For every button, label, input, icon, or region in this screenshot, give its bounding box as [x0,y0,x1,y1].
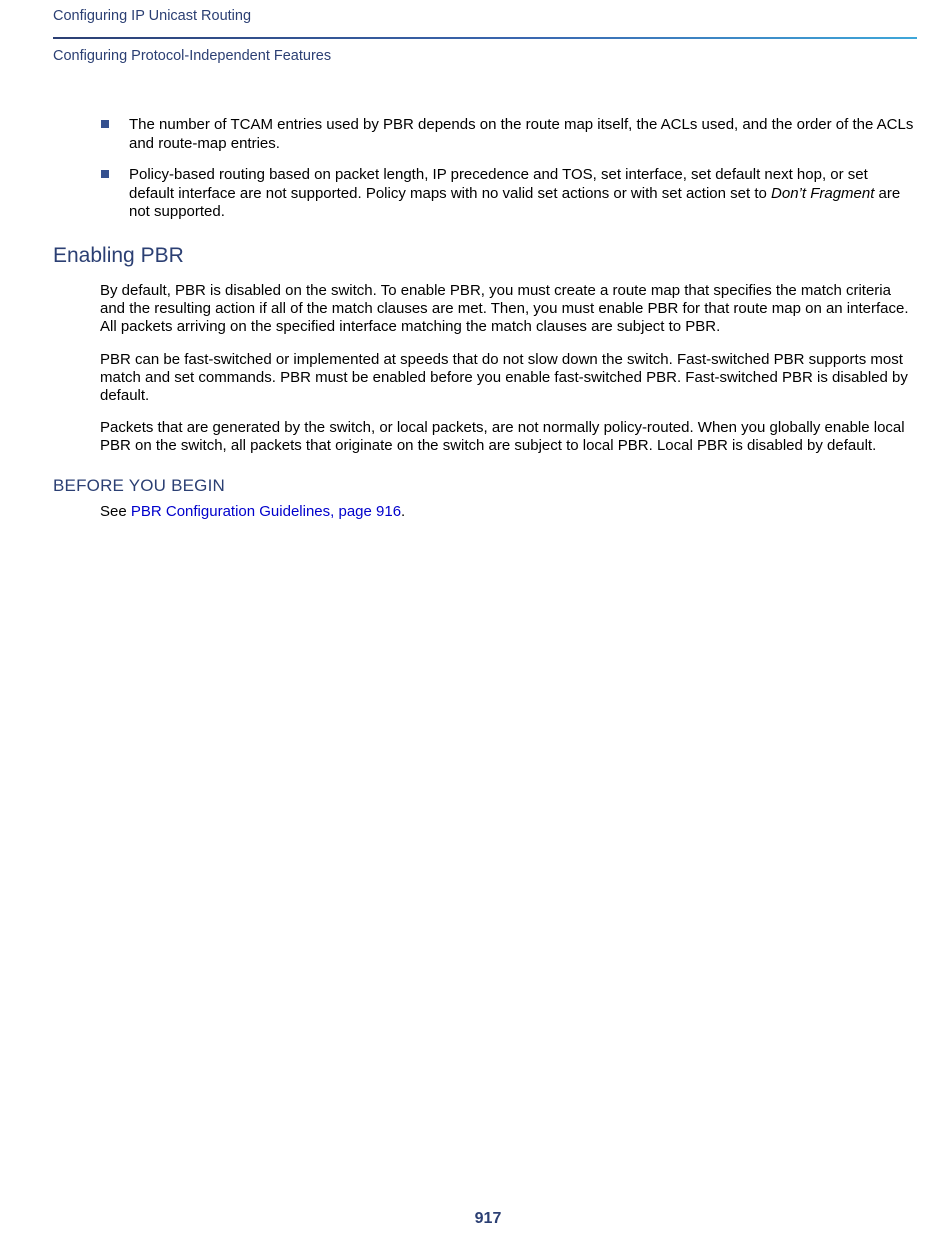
emphasis-text: Don’t Fragment [771,184,875,202]
square-bullet-icon [101,170,109,178]
running-header-section: Configuring Protocol-Independent Features [53,48,332,64]
body-paragraph: PBR can be fast-switched or implemented at speeds that do not slow down the switch. Fast-switched PBR supports most match and set commands. PBR must be enabled before you enable fast-switched PBR. Fast-switched PBR is disabled by default. [100,351,908,405]
list-item [100,166,915,222]
before-you-begin-text [100,503,918,521]
pbr-guidelines-link[interactable]: PBR Configuration Guidelines, page 916 [130,503,402,520]
bullet-text: The number of TCAM entries used by PBR depends on the route map itself, the ACLs used, and the order of the ACLs and route-map entries. [129,116,914,152]
page-number: 917 [474,1210,502,1227]
period-suffix: . [401,503,406,520]
bullet-text-before: Policy-based routing based on packet length, IP precedence and TOS, set interface, set default next hop, or set default interface are not supported. Policy maps with no valid set actions or with set action set to [129,166,868,202]
body-paragraph: Packets that are generated by the switch, or local packets, are not normally policy-routed. When you globally enable local PBR on the switch, all packets that originate on the switch are subject to local PBR. Local PBR is disabled by default. [100,419,905,455]
section-title: Enabling PBR [53,244,184,267]
header-rule [53,37,917,39]
see-prefix: See [100,503,131,520]
bullet-list [100,116,915,235]
bullet-text [129,166,900,220]
bullet-text-after: are not supported. [129,184,901,220]
list-item [100,116,915,153]
square-bullet-icon [101,120,109,128]
body-paragraph: By default, PBR is disabled on the switch. To enable PBR, you must create a route map that specifies the match criteria and the resulting action if all of the match clauses are met. Then, you must enable PBR for that route map on an interface. All packets arriving on the specified interface matching the match clauses are subject to PBR. [100,282,909,336]
running-header-chapter: Configuring IP Unicast Routing [53,8,252,24]
before-you-begin-heading: BEFORE YOU BEGIN [53,476,225,495]
